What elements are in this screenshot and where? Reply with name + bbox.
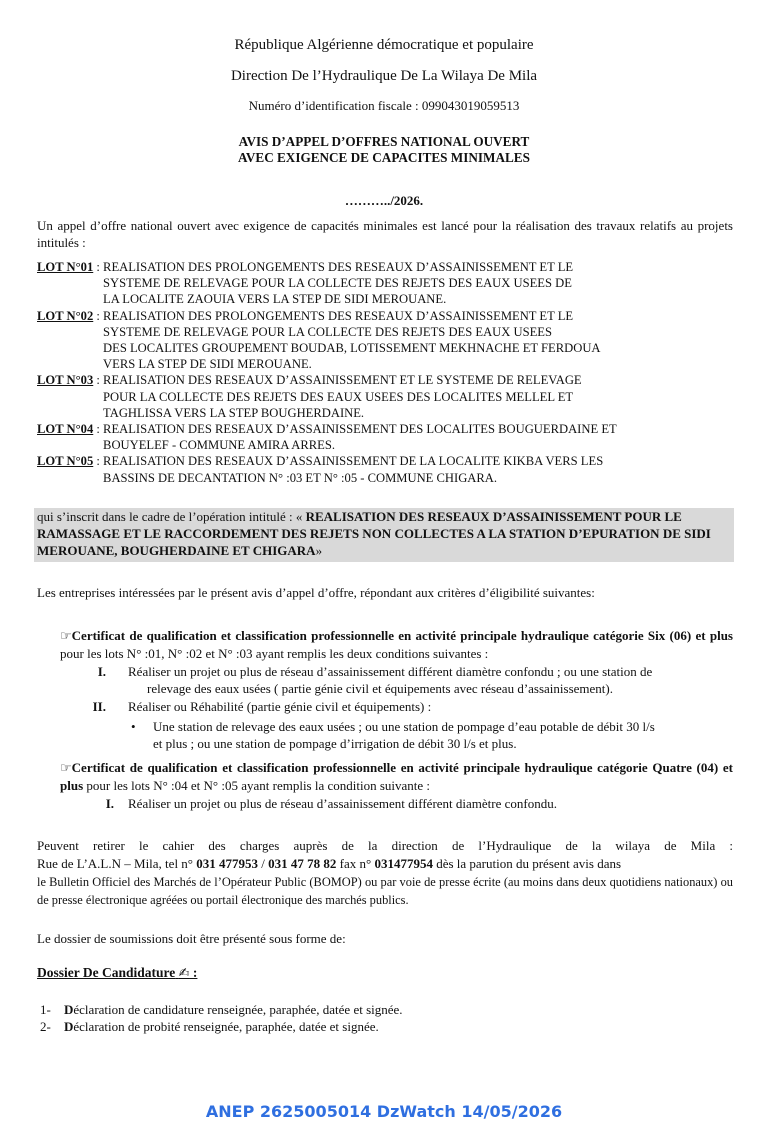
dossier-intro: Le dossier de soumissions doit être présenté sous forme de: (37, 931, 346, 946)
fiscal-id: Numéro d’identification fiscale : 099043019059513 (248, 98, 520, 113)
republic-header: République Algérienne démocratique et populaire (234, 37, 534, 53)
condition-2: Réaliser ou Réhabilité (partie génie civil et équipements) : (128, 699, 432, 714)
phone-2: 031 47 78 82 (268, 856, 337, 871)
pointing-hand-icon: ☞ (60, 761, 72, 776)
notice-title (0, 134, 768, 166)
bullet-icon: • (131, 719, 136, 734)
writing-hand-icon: ✍ (178, 966, 190, 981)
certificate-requirement-1: ☞Certificat de qualification et classification professionnelle en activité principale hydraulique catégorie Six (06) et plus pour les lots N° :01, N° :02 et N° :03 ayant remplis les deux conditions suivantes : (60, 628, 733, 661)
operation-paragraph: qui s’inscrit dans le cadre de l’opération intitulé : « REALISATION DES RESEAUX D’ASSAINISSEMENT POUR LE RAMASSAGE ET LE RACCORDEMENT DES REJETS NON COLLECTES A LA STATION D’EPURATION DE SIDI MEROUANE, BOUGHERDAINE ET CHIGARA» (37, 509, 711, 558)
phone-1: 031 477953 (196, 856, 258, 871)
list-item: 1- Déclaration de candidature renseignée, paraphée, datée et signée. (40, 1002, 403, 1017)
condition-number: I. (105, 796, 114, 811)
notice-date: ………../2026. (344, 193, 424, 208)
list-item: 2- Déclaration de probité renseignée, paraphée, datée et signée. (40, 1019, 379, 1034)
eligibility-intro: Les entreprises intéressées par le présent avis d’appel d’offre, répondant aux critères d’éligibilité suivantes: (37, 585, 595, 600)
lot-item-01: LOT N°01 : REALISATION DES PROLONGEMENTS DES RESEAUX D’ASSAINISSEMENT ET LE SYSTEME DE RELEVAGE POUR LA COLLECTE DES REJETS DES EAUX USEES DE LA LOCALITE ZAOUIA VERS LA STEP DE SIDI MEROUANE. (37, 260, 574, 307)
lot-description: REALISATION DES RESEAUX D’ASSAINISSEMENT DES LOCALITES BOUGUERDAINE ET BOUYELEF - COMMUNE AMIRA ARRES. (103, 422, 617, 453)
condition-number: II. (92, 699, 106, 714)
intro-paragraph: Un appel d’offre national ouvert avec exigence de capacités minimales est lancé pour la réalisation des travaux relatifs au projets intitulés : (37, 218, 733, 250)
retrieval-paragraph: Peuvent retirer le cahier des charges auprès de la direction de l’Hydraulique de la wilaya de Mila : Rue de L’A.L.N – Mila, tel n° 031 477953 / 031 47 78 82 fax n° 031477954 dès la parution du présent avis dans le Bulletin Officiel des Marchés de l’Opérateur Public (BOMOP) ou par voie de presse écrite (au moins dans deux quotidiens nationaux) ou de presse électronique agréées ou portail électronique des marchés publics. (37, 838, 733, 907)
notice-title-line1: AVIS D’APPEL D’OFFRES NATIONAL OUVERT (238, 134, 530, 149)
lot-item-03: LOT N°03 : REALISATION DES RESEAUX D’ASSAINISSEMENT ET LE SYSTEME DE RELEVAGE POUR LA COLLECTE DES REJETS DES EAUX USEES DES LOCALITES MELLEL ET TAGHLISSA VERS LA STEP BOUGHERDAINE. (37, 373, 582, 420)
lot-item-04: LOT N°04 : REALISATION DES RESEAUX D’ASSAINISSEMENT DES LOCALITES BOUGUERDAINE ET BOUYELEF - COMMUNE AMIRA ARRES. (37, 422, 617, 453)
lot-label: LOT N°03 (37, 373, 94, 388)
operation-title: REALISATION DES RESEAUX D’ASSAINISSEMENT POUR LE RAMASSAGE ET LE RACCORDEMENT DES REJETS NON COLLECTES A LA STATION D’EPURATION DE SIDI MEROUANE, BOUGHERDAINE ET CHIGARA (37, 509, 711, 558)
fax-number: 031477954 (374, 856, 433, 871)
notice-title-line2: AVEC EXIGENCE DE CAPACITES MINIMALES (238, 150, 530, 165)
lot-label: LOT N°02 (37, 308, 94, 323)
lots-list (37, 259, 733, 486)
lot-description: REALISATION DES PROLONGEMENTS DES RESEAUX D’ASSAINISSEMENT ET LE SYSTEME DE RELEVAGE POUR LA COLLECTE DES REJETS DES EAUX USEES DES LOCALITES GROUPEMENT BOUDAB, LOTISSEMENT MEKHNACHE ET FERDOUA VERS LA STEP DE SIDI MEROUANE. (103, 308, 601, 372)
condition-1: Réaliser un projet ou plus de réseau d’assainissement différent diamètre confondu. (128, 796, 557, 811)
lot-description: REALISATION DES RESEAUX D’ASSAINISSEMENT ET LE SYSTEME DE RELEVAGE POUR LA COLLECTE DES REJETS DES EAUX USEES DES LOCALITES MELLEL ET TAGHLISSA VERS LA STEP BOUGHERDAINE. (103, 373, 582, 420)
lot-label: LOT N°05 (37, 454, 94, 469)
pointing-hand-icon: ☞ (60, 629, 72, 644)
lot-item-05: LOT N°05 : REALISATION DES RESEAUX D’ASSAINISSEMENT DE LA LOCALITE KIKBA VERS LES BASSINS DE DECANTATION N° :03 ET N° :05 - COMMUNE CHIGARA. (37, 454, 604, 485)
condition-number: I. (97, 664, 106, 679)
lot-description: REALISATION DES RESEAUX D’ASSAINISSEMENT DE LA LOCALITE KIKBA VERS LES BASSINS DE DECANTATION N° :03 ET N° :05 - COMMUNE CHIGARA. (103, 454, 604, 485)
condition-1: Réaliser un projet ou plus de réseau d’assainissement différent diamètre confondu ; ou une station de relevage des eaux usées ( partie génie civil et équipements avec réseau d’assainissement). (128, 664, 653, 696)
dossier-heading: Dossier De Candidature ✍ : (37, 965, 198, 981)
dossier-list (40, 1001, 403, 1035)
lot-label: LOT N°01 (37, 260, 94, 274)
lot-label: LOT N°04 (37, 422, 94, 437)
lot-item-02: LOT N°02 : REALISATION DES PROLONGEMENTS DES RESEAUX D’ASSAINISSEMENT ET LE SYSTEME DE RELEVAGE POUR LA COLLECTE DES REJETS DES EAUX USEES DES LOCALITES GROUPEMENT BOUDAB, LOTISSEMENT MEKHNACHE ET FERDOUA VERS LA STEP DE SIDI MEROUANE. (37, 308, 601, 372)
anep-footer: ANEP 2625005014 DzWatch 14/05/2026 (205, 1102, 563, 1121)
condition-2-detail: Une station de relevage des eaux usées ; ou une station de pompage d’eau potable de débit 30 l/s et plus ; ou une station de pompage d’irrigation de débit 30 l/s et plus. (153, 719, 655, 751)
direction-header: Direction De l’Hydraulique De La Wilaya De Mila (230, 68, 538, 84)
certificate-requirement-2: ☞Certificat de qualification et classification professionnelle en activité principale hydraulique catégorie Quatre (04) et plus pour les lots N° :04 et N° :05 ayant remplis la condition suivante : (60, 760, 733, 793)
lot-description: REALISATION DES PROLONGEMENTS DES RESEAUX D’ASSAINISSEMENT ET LE SYSTEME DE RELEVAGE POUR LA COLLECTE DES REJETS DES EAUX USEES DE LA LOCALITE ZAOUIA VERS LA STEP DE SIDI MEROUANE. (103, 260, 574, 307)
